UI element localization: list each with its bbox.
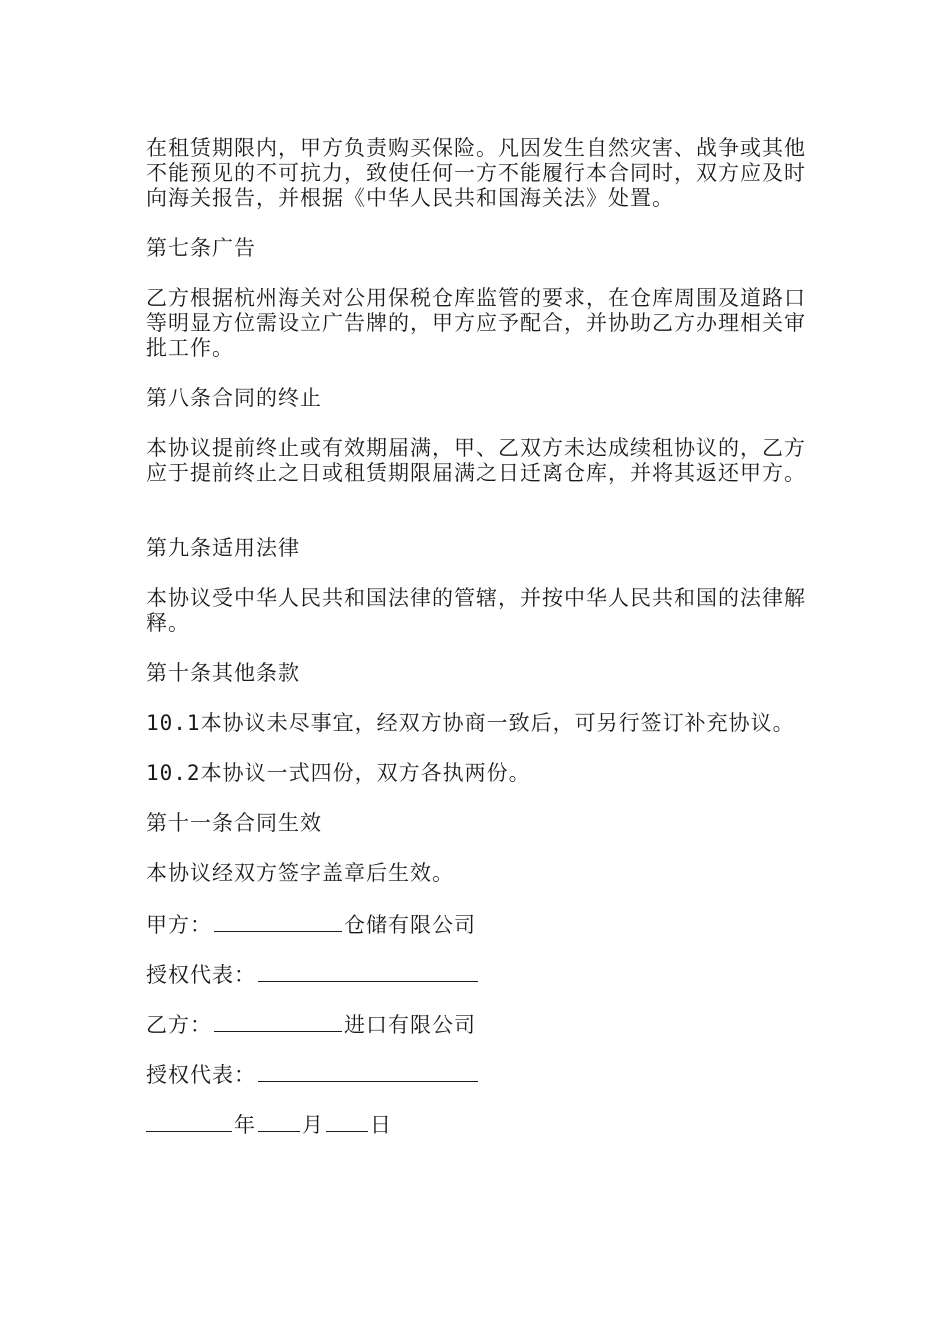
paragraph-termination: 本协议提前终止或有效期届满，甲、乙双方未达成续租协议的，乙方应于提前终止之日或租赁期限届满之日迁离仓库，并将其返还甲方。	[146, 436, 806, 485]
rep-a-label: 授权代表：	[146, 963, 256, 987]
party-b-suffix: 进口有限公司	[344, 1013, 476, 1037]
party-a-suffix: 仓储有限公司	[344, 913, 476, 937]
day-label: 日	[370, 1113, 392, 1137]
heading-article-11: 第十一条合同生效	[146, 811, 322, 835]
date-line	[146, 1111, 808, 1138]
party-b-name-blank[interactable]	[214, 1011, 342, 1032]
clause-10-1: 10.1本协议未尽事宜，经双方协商一致后，可另行签订补充协议。	[146, 711, 795, 735]
rep-b-label: 授权代表：	[146, 1063, 256, 1087]
rep-a-line	[146, 961, 808, 988]
paragraph-governing-law: 本协议受中华人民共和国法律的管辖，并按中华人民共和国的法律解释。	[146, 586, 806, 635]
year-blank[interactable]	[146, 1111, 232, 1132]
year-label: 年	[234, 1113, 256, 1137]
party-b-label: 乙方：	[146, 1013, 212, 1037]
heading-article-9: 第九条适用法律	[146, 536, 300, 560]
month-label: 月	[302, 1113, 324, 1137]
party-a-name-blank[interactable]	[214, 911, 342, 932]
paragraph-insurance: 在租赁期限内，甲方负责购买保险。凡因发生自然灾害、战争或其他不能预见的不可抗力，致使任何一方不能履行本合同时，双方应及时向海关报告，并根据《中华人民共和国海关法》处置。	[146, 136, 806, 210]
paragraph-effectiveness: 本协议经双方签字盖章后生效。	[146, 861, 454, 885]
rep-b-signature-blank[interactable]	[258, 1061, 478, 1082]
rep-a-signature-blank[interactable]	[258, 961, 478, 982]
day-blank[interactable]	[326, 1111, 368, 1132]
month-blank[interactable]	[258, 1111, 300, 1132]
party-a-line	[146, 911, 808, 938]
rep-b-line	[146, 1061, 808, 1088]
paragraph-advertising: 乙方根据杭州海关对公用保税仓库监管的要求，在仓库周围及道路口等明显方位需设立广告牌的，甲方应予配合，并协助乙方办理相关审批工作。	[146, 286, 806, 360]
heading-article-8: 第八条合同的终止	[146, 386, 322, 410]
party-a-label: 甲方：	[146, 913, 212, 937]
party-b-line	[146, 1011, 808, 1038]
heading-article-10: 第十条其他条款	[146, 661, 300, 685]
heading-article-7: 第七条广告	[146, 236, 256, 260]
clause-10-2: 10.2本协议一式四份，双方各执两份。	[146, 761, 531, 785]
